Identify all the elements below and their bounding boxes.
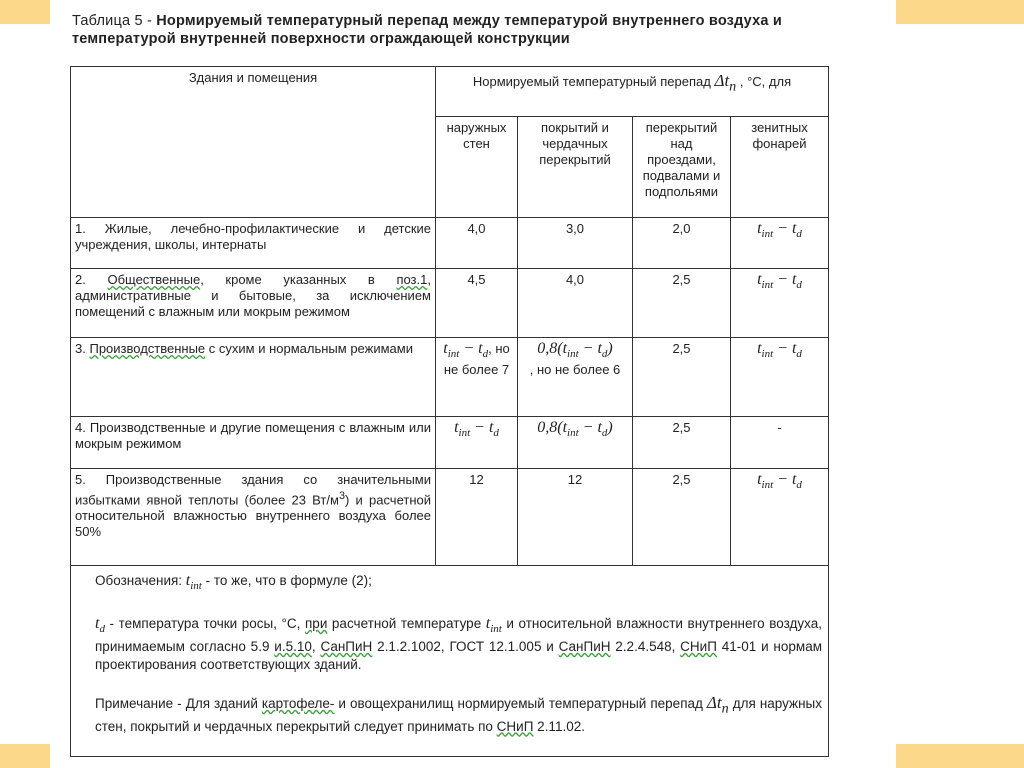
- header-outer-walls: наружных стен: [436, 117, 518, 218]
- corner-decor-top-right: [896, 0, 1024, 24]
- table-row: [71, 338, 829, 417]
- building-name: 3. Производственные с сухим и нормальным режимами: [71, 338, 436, 417]
- value-cell: 2,0: [633, 218, 731, 269]
- notes-cell: [71, 566, 829, 757]
- header-floors: перекрытий над проездами, подвалами и подпольями: [633, 117, 731, 218]
- value-cell: 12: [436, 469, 518, 566]
- header-roofs: покрытий и чердачных перекрытий: [518, 117, 633, 218]
- formula-cell: $0,8(t_{int} - t_d)$: [518, 417, 633, 469]
- delta-t-symbol: $\Delta t_n$: [714, 71, 737, 95]
- value-cell: 4,0: [518, 269, 633, 338]
- table-title: Таблица 5 - Нормируемый температурный перепад между температурой внутреннего воздуха и температурой внутренней поверхности ограждающей конструкции: [72, 13, 782, 47]
- header-buildings: Здания и помещения: [71, 67, 436, 218]
- formula-cell: $t_{int} - t_d$: [731, 338, 829, 417]
- value-cell: 2,5: [633, 269, 731, 338]
- corner-decor-bottom-left: [0, 744, 50, 768]
- table-row: [71, 218, 829, 269]
- norm-table: [70, 66, 829, 757]
- value-cell: 4,5: [436, 269, 518, 338]
- table-row: [71, 269, 829, 338]
- notes-row: [71, 566, 829, 757]
- formula-cell: $t_{int} - t_d$: [731, 469, 829, 566]
- value-cell: 3,0: [518, 218, 633, 269]
- table-row: [71, 417, 829, 469]
- building-name: 5. Производственные здания со значительными избытками явной теплоты (более 23 $Вт/м^3$) и расчетной относительной влажностью внутреннего воздуха более 50%: [71, 469, 436, 566]
- value-cell: 2,5: [633, 417, 731, 469]
- table-header-row: [71, 67, 829, 117]
- header-group: Нормируемый температурный перепад $\Delta t_n$ , °С, для: [436, 67, 829, 117]
- formula-cell: $t_{int} - t_d$, но не более 7: [436, 338, 518, 417]
- note-dew-point: $t_d$ - температура точки росы, °С, при расчетной температуре $t_{int}$ и относительной влажности внутреннего воздуха, принимаемым согласно 5.9 и.5.10, СанПиН 2.1.2.1002, ГОСТ 12.1.005 и СанПиН 2.2.4.548, СНиП 41-01 и нормам проектирования соответствующих зданий.: [95, 615, 822, 673]
- corner-decor-bottom-right: [896, 744, 1024, 768]
- table-row: [71, 469, 829, 566]
- building-name: 2. Общественные, кроме указанных в поз.1, административные и бытовые, за исключением помещений с влажным или мокрым режимом: [71, 269, 436, 338]
- building-name: 1. Жилые, лечебно-профилактические и детские учреждения, школы, интернаты: [71, 218, 436, 269]
- formula-cell: $t_{int} - t_d$: [731, 269, 829, 338]
- formula-cell: $t_{int} - t_d$: [436, 417, 518, 469]
- building-name: 4. Производственные и другие помещения с влажным или мокрым режимом: [71, 417, 436, 469]
- value-cell: 4,0: [436, 218, 518, 269]
- note-designations: Обозначения: $t_{int}$ - то же, что в формуле (2);: [95, 572, 372, 593]
- header-skylights: зенитных фонарей: [731, 117, 829, 218]
- value-cell: 2,5: [633, 469, 731, 566]
- value-cell: 2,5: [633, 338, 731, 417]
- corner-decor-top-left: [0, 0, 50, 24]
- value-cell: 12: [518, 469, 633, 566]
- formula-cell: $0,8(t_{int} - t_d)$ , но не более 6: [518, 338, 633, 417]
- note-remark: Примечание - Для зданий картофеле- и овощехранилищ нормируемый температурный перепад $\Delta t_n$ для наружных стен, покрытий и чердачных перекрытий следует принимать по СНиП 2.11.02.: [95, 693, 822, 734]
- formula-cell: $t_{int} - t_d$: [731, 218, 829, 269]
- value-cell: -: [731, 417, 829, 469]
